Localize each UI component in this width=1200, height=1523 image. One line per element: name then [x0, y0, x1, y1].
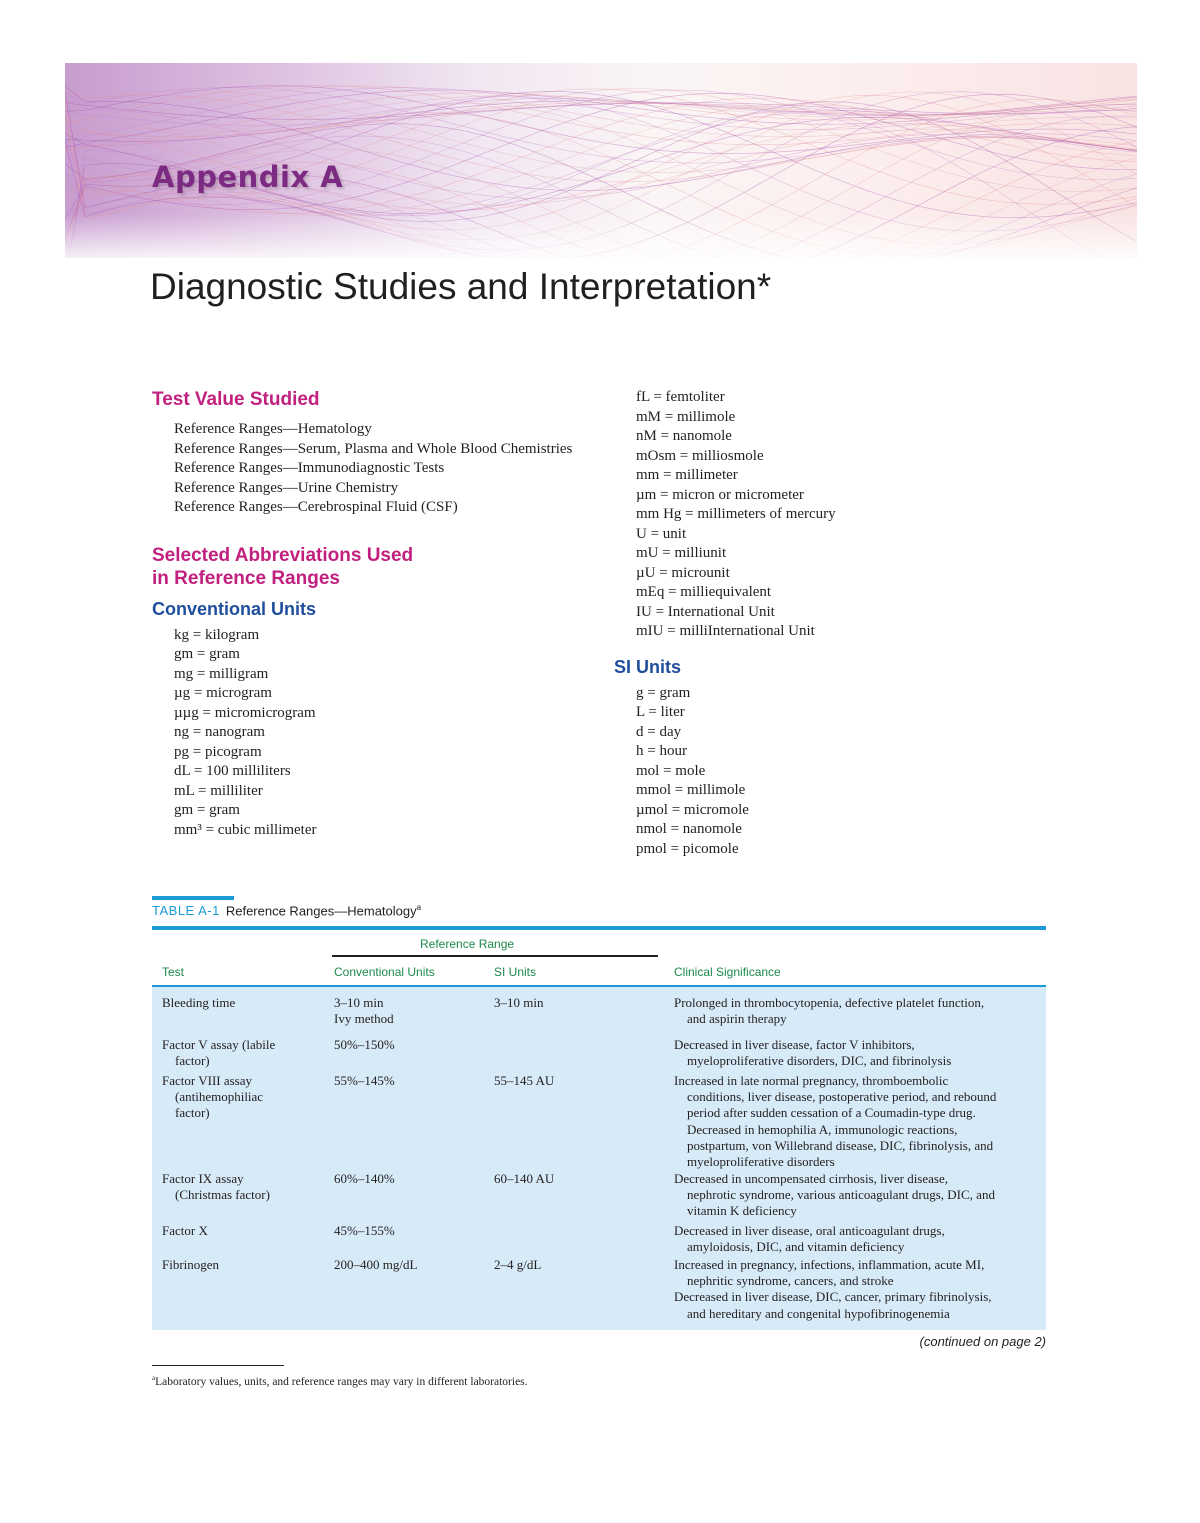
- right-column: [614, 388, 1044, 859]
- cell-line: 60–140 AU: [494, 1171, 555, 1186]
- cell-si: [494, 1257, 664, 1273]
- page-title: Diagnostic Studies and Interpretation*: [150, 266, 772, 307]
- list-item: mM = millimole: [636, 408, 736, 425]
- cell-line: Ivy method: [334, 1011, 394, 1027]
- cell-line: conditions, liver disease, postoperative period, and rebound: [687, 1089, 997, 1105]
- list-item: U = unit: [636, 525, 687, 542]
- list-item: µg = microgram: [174, 685, 272, 701]
- abbreviations-heading: [152, 544, 582, 590]
- cell-test: [162, 1073, 327, 1122]
- cell-line: Increased in pregnancy, infections, inflammation, acute MI,: [674, 1257, 985, 1272]
- left-column: [152, 388, 582, 840]
- footnote-marker: a: [152, 1374, 156, 1382]
- cell-si: [494, 995, 664, 1011]
- list-item: h = hour: [636, 743, 687, 759]
- cell-line: nephrotic syndrome, various anticoagulant drugs, DIC, and: [687, 1187, 995, 1203]
- cell-line: amyloidosis, DIC, and vitamin deficiency: [687, 1239, 905, 1255]
- cell-line: factor): [175, 1053, 210, 1069]
- list-item: mm = millimeter: [636, 467, 738, 483]
- cell-line: Increased in late normal pregnancy, thromboembolic: [674, 1073, 949, 1088]
- cell-line: (antihemophiliac: [175, 1089, 264, 1105]
- cell-clinical: [674, 1037, 1039, 1069]
- si-units-list: [614, 684, 1044, 860]
- table-body: [152, 987, 1046, 1330]
- footnote-rule: [152, 1365, 284, 1366]
- list-item: Reference Ranges—Immunodiagnostic Tests: [174, 460, 445, 476]
- list-item: pg = picogram: [174, 743, 262, 760]
- cell-line: period after sudden cessation of a Coumadin-type drug.: [687, 1105, 976, 1121]
- cell-conventional: [334, 1073, 489, 1089]
- table-title: Reference Ranges—Hematology: [225, 903, 417, 919]
- reference-range-rule: [332, 955, 658, 957]
- cell-line: 45%–155%: [334, 1223, 395, 1238]
- list-item: µmol = micromole: [636, 801, 749, 818]
- cell-line: 3–10 min: [334, 995, 384, 1010]
- cell-line: Decreased in liver disease, factor V inhibitors,: [674, 1037, 915, 1052]
- cell-line: 55%–145%: [334, 1073, 395, 1088]
- cell-line: postpartum, von Willebrand disease, DIC, fibrinolysis, and: [687, 1137, 994, 1153]
- list-item: dL = 100 milliliters: [174, 763, 291, 779]
- header-clinical-significance: Clinical Significance: [674, 965, 781, 979]
- cell-line: Factor V assay (labile: [162, 1037, 276, 1052]
- cell-line: Factor VIII assay: [162, 1073, 253, 1088]
- cell-test: [162, 1257, 327, 1273]
- cell-conventional: [334, 1037, 489, 1053]
- list-item: kg = kilogram: [174, 626, 260, 643]
- footnote: [152, 1374, 528, 1388]
- list-item: nmol = nanomole: [636, 821, 742, 837]
- cell-line: and aspirin therapy: [687, 1011, 787, 1027]
- cell-test: [162, 1171, 327, 1203]
- cell-line: 60%–140%: [334, 1171, 395, 1186]
- cell-conventional: [334, 1257, 489, 1273]
- list-item: mmol = millimole: [636, 782, 746, 798]
- cell-line: Fibrinogen: [162, 1257, 220, 1272]
- cell-line: 3–10 min: [494, 995, 544, 1010]
- cell-clinical: [674, 1073, 1039, 1170]
- footnote-text: Laboratory values, units, and reference ranges may vary in different laboratories.: [155, 1375, 528, 1388]
- cell-line: Decreased in hemophilia A, immunologic reactions,: [687, 1121, 958, 1137]
- list-item: nM = nanomole: [636, 428, 732, 444]
- list-item: gm = gram: [174, 802, 240, 818]
- list-item: Reference Ranges—Hematology: [174, 421, 372, 437]
- list-item: g = gram: [636, 684, 691, 701]
- header-conventional-units: Conventional Units: [334, 965, 435, 979]
- cell-test: [162, 1223, 327, 1239]
- cell-conventional: [334, 1223, 489, 1239]
- list-item: mL = milliliter: [174, 782, 263, 799]
- abbreviations-heading-line-1: Selected Abbreviations Used: [152, 544, 414, 566]
- list-item: µµg = micromicrogram: [174, 704, 316, 721]
- cell-line: Decreased in liver disease, oral anticoagulant drugs,: [674, 1223, 945, 1238]
- banner-fade: [65, 213, 1137, 258]
- cell-line: 50%–150%: [334, 1037, 395, 1052]
- abbreviations-heading-line-2: in Reference Ranges: [152, 567, 340, 589]
- list-item: Reference Ranges—Cerebrospinal Fluid (CSF): [174, 499, 458, 515]
- cell-line: (Christmas factor): [175, 1187, 270, 1203]
- list-item: mEq = milliequivalent: [636, 584, 772, 600]
- list-item: Reference Ranges—Serum, Plasma and Whole Blood Chemistries: [174, 440, 573, 457]
- list-item: gm = gram: [174, 646, 240, 662]
- table-title-footnote-marker: a: [416, 903, 422, 912]
- list-item: µm = micron or micrometer: [636, 486, 804, 503]
- cell-conventional: [334, 995, 489, 1027]
- test-value-list: [152, 420, 582, 518]
- list-item: fL = femtoliter: [636, 389, 725, 405]
- cell-line: Factor IX assay: [162, 1171, 244, 1186]
- cell-line: nephritic syndrome, cancers, and stroke: [687, 1273, 894, 1289]
- cell-line: Bleeding time: [162, 995, 236, 1010]
- table-accent-bar: [152, 896, 234, 900]
- list-item: mm³ = cubic millimeter: [174, 821, 317, 838]
- cell-line: myeloproliferative disorders: [687, 1154, 835, 1170]
- continued-note: (continued on page 2): [919, 1334, 1046, 1349]
- cell-line: vitamin K deficiency: [687, 1203, 797, 1219]
- list-item: mU = milliunit: [636, 545, 727, 561]
- wave-line: [65, 93, 1137, 151]
- list-item: L = liter: [636, 704, 685, 720]
- cell-clinical: [674, 1223, 1039, 1255]
- cell-si: [494, 1073, 664, 1089]
- cell-si: [494, 1171, 664, 1187]
- test-value-heading: Test Value Studied: [152, 389, 320, 410]
- cell-line: 200–400 mg/dL: [334, 1257, 418, 1272]
- table-caption: [152, 903, 421, 918]
- cell-clinical: [674, 1171, 1039, 1220]
- cell-clinical: [674, 1257, 1039, 1322]
- cell-line: Prolonged in thrombocytopenia, defective platelet function,: [674, 995, 985, 1010]
- table-number: TABLE A-1: [152, 903, 220, 919]
- conventional-units-list: [152, 626, 582, 841]
- header-si-units: SI Units: [494, 965, 537, 979]
- appendix-label: Appendix A: [152, 160, 344, 194]
- list-item: pmol = picomole: [636, 840, 739, 857]
- cell-line: factor): [175, 1105, 210, 1121]
- list-item: mg = milligram: [174, 665, 269, 682]
- list-item: mm Hg = millimeters of mercury: [636, 506, 836, 522]
- header-reference-range: Reference Range: [420, 937, 515, 951]
- wave-line: [65, 86, 1137, 154]
- list-item: Reference Ranges—Urine Chemistry: [174, 479, 399, 496]
- cell-line: Decreased in uncompensated cirrhosis, liver disease,: [674, 1171, 948, 1186]
- cell-conventional: [334, 1171, 489, 1187]
- list-item: mIU = milliInternational Unit: [636, 623, 815, 639]
- cell-line: myeloproliferative disorders, DIC, and fibrinolysis: [687, 1053, 952, 1069]
- cell-line: Factor X: [162, 1223, 208, 1238]
- cell-clinical: [674, 995, 1039, 1027]
- list-item: µU = microunit: [636, 564, 730, 581]
- conventional-units-list-continued: [614, 388, 1044, 642]
- list-item: mOsm = milliosmole: [636, 447, 764, 464]
- cell-line: 2–4 g/dL: [494, 1257, 542, 1272]
- cell-line: Decreased in liver disease, DIC, cancer, primary fibrinolysis,: [674, 1289, 992, 1305]
- cell-test: [162, 1037, 327, 1069]
- header-test: Test: [162, 965, 185, 979]
- list-item: d = day: [636, 723, 682, 740]
- table-header: [152, 930, 1046, 986]
- list-item: ng = nanogram: [174, 724, 265, 740]
- list-item: IU = International Unit: [636, 603, 775, 620]
- cell-line: and hereditary and congenital hypofibrinogenemia: [687, 1305, 950, 1321]
- cell-line: 55–145 AU: [494, 1073, 555, 1088]
- conventional-units-heading: Conventional Units: [152, 598, 317, 619]
- list-item: mol = mole: [636, 762, 706, 779]
- cell-test: [162, 995, 327, 1011]
- si-units-heading: SI Units: [614, 656, 682, 677]
